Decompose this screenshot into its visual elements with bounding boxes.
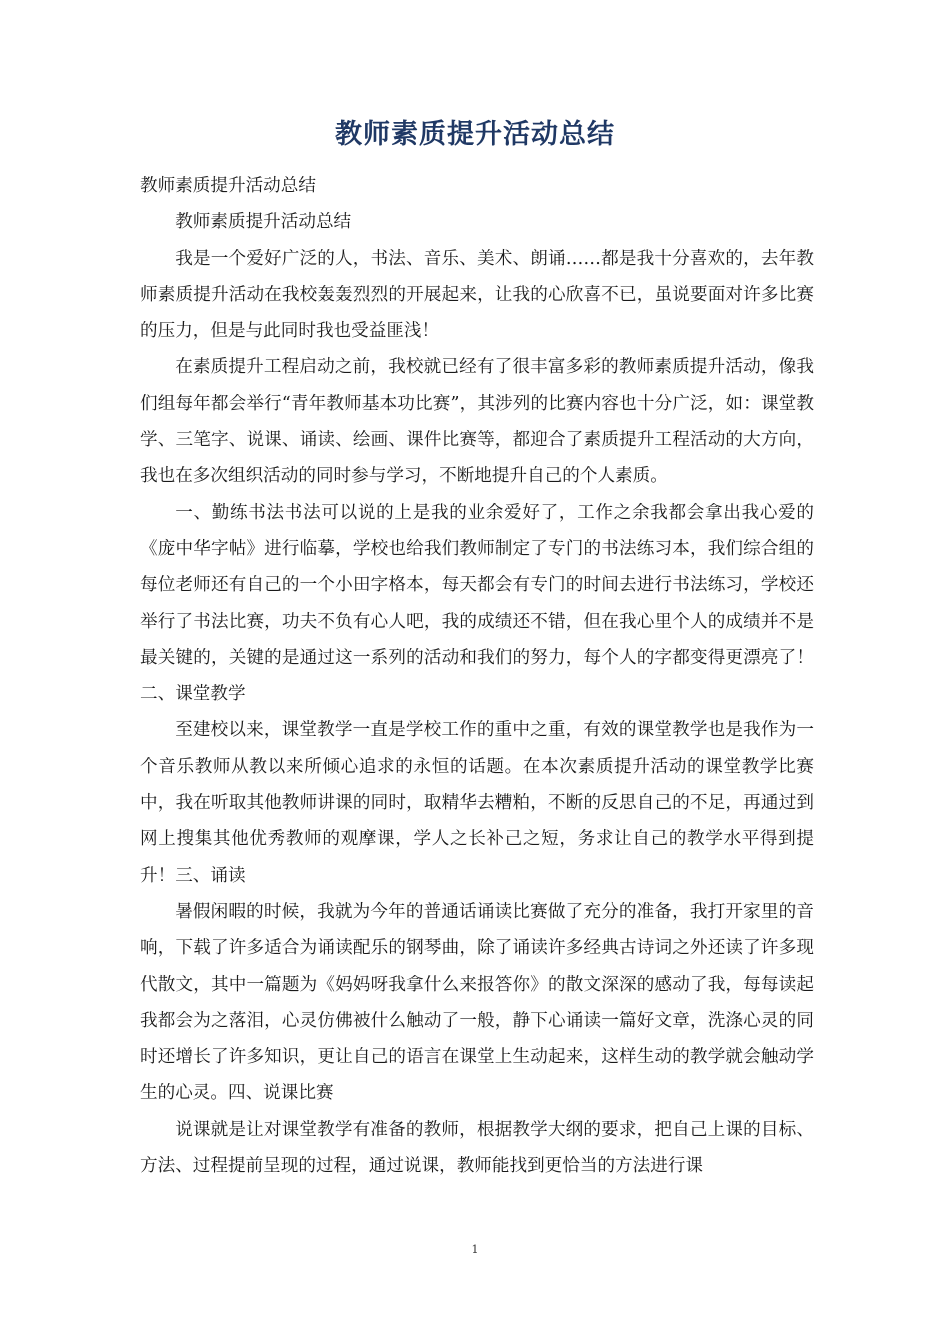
page-number: 1 <box>471 1243 479 1256</box>
document-title: 教师素质提升活动总结 <box>335 119 615 150</box>
paragraph-recitation: 暑假闲暇的时候，我就为今年的普通话诵读比赛做了充分的准备，我打开家里的音响，下载了许多适合为诵读配乐的钢琴曲，除了诵读许多经典古诗词之外还读了许多现代散文，其中一篇题为《妈妈呀我拿什么来报答你》的散文深深的感动了我，每每读起我都会为之落泪，心灵仿佛被什么触动了一般，静下心诵读一篇好文章，洗涤心灵的同时还增长了许多知识，更让自己的语言在课堂上生动起来，这样生动的教学就会触动学生的心灵。四、说课比赛 <box>140 901 814 1104</box>
paragraph-lesson-presentation: 说课就是让对课堂教学有准备的教师，根据教学大纲的要求，把自己上课的目标、方法、过程提前呈现的过程，通过说课，教师能找到更恰当的方法进行课 <box>140 1119 814 1177</box>
paragraph-subheading: 教师素质提升活动总结 <box>175 212 352 233</box>
paragraph-classroom-teaching: 至建校以来，课堂教学一直是学校工作的重中之重，有效的课堂教学也是我作为一个音乐教师从教以来所倾心追求的永恒的话题。在本次素质提升活动的课堂教学比赛中，我在听取其他教师讲课的同时，取精华去糟粕，不断的反思自己的不足，再通过到网上搜集其他优秀教师的观摩课，学人之长补己之短，务求让自己的教学水平得到提升！三、诵读 <box>140 720 814 886</box>
document-body <box>140 168 814 1184</box>
paragraph-calligraphy: 一、勤练书法书法可以说的上是我的业余爱好了，工作之余我都会拿出我心爱的《庞中华字帖》进行临摹，学校也给我们教师制定了专门的书法练习本，我们综合组的每位老师还有自己的一个小田字格本，每天都会有专门的时间去进行书法练习，学校还举行了书法比赛，功夫不负有心人吧，我的成绩还不错，但在我心里个人的成绩并不是最关键的，关键的是通过这一系列的活动和我们的努力，每个人的字都变得更漂亮了！二、课堂教学 <box>140 502 814 705</box>
paragraph-intro: 我是一个爱好广泛的人，书法、音乐、美术、朗诵……都是我十分喜欢的，去年教师素质提升活动在我校轰轰烈烈的开展起来，让我的心欣喜不已，虽说要面对许多比赛的压力，但是与此同时我也受益匪浅！ <box>140 248 814 342</box>
paragraph-background: 在素质提升工程启动之前，我校就已经有了很丰富多彩的教师素质提升活动，像我们组每年都会举行“青年教师基本功比赛”，其涉列的比赛内容也十分广泛，如：课堂教学、三笔字、说课、诵读、绘画、课件比赛等，都迎合了素质提升工程活动的大方向，我也在多次组织活动的同时参与学习，不断地提升自己的个人素质。 <box>140 357 814 487</box>
paragraph-heading: 教师素质提升活动总结 <box>140 176 316 196</box>
